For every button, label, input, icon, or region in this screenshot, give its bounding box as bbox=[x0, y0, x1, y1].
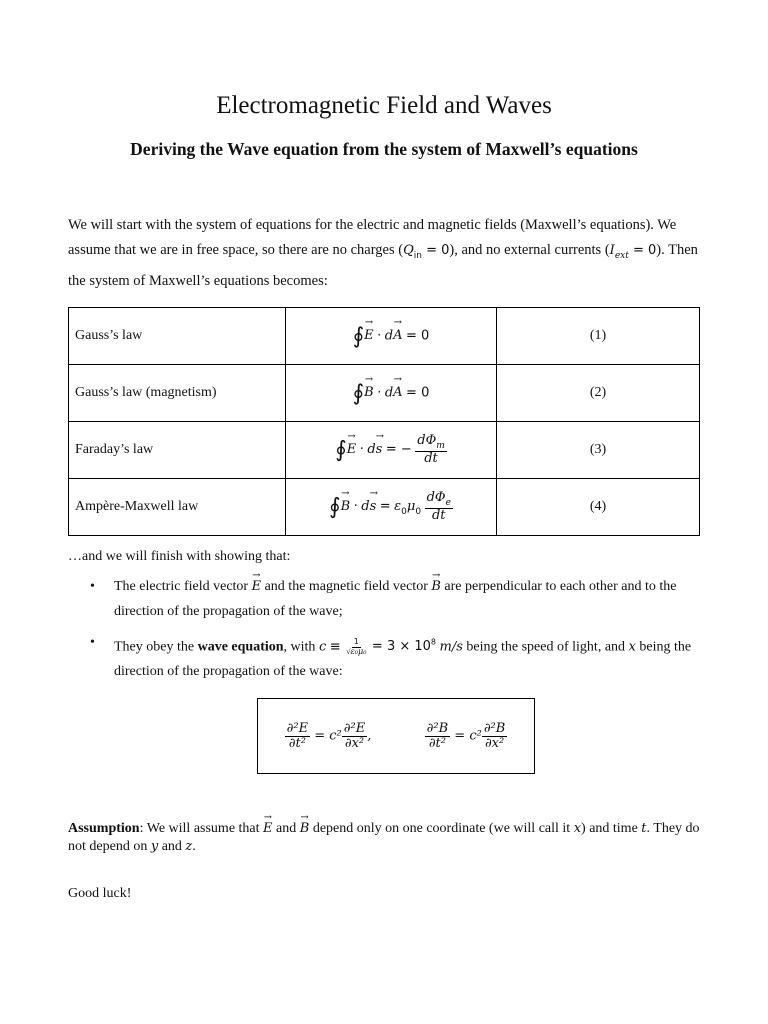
ampere-maxwell-equation: ∮→ $B \cdot d\to s = \varepsilon_0\mu_0$ $\frac{d\Phi_e}{dt}$ bbox=[286, 479, 497, 536]
law-name: Ampère-Maxwell law bbox=[69, 479, 286, 536]
equation-number: (4) bbox=[497, 479, 700, 536]
electric-wave-equation: $\frac{\text{∂²E}}{\text{∂t²}}$ = c² $\frac{\text{∂²E}}{\text{∂x²}}$ , bbox=[286, 720, 372, 751]
list-item: • They obey the wave equation, with c ≡ $\frac{1}{\text{√ε₀μ₀}}$ = $3 \times 10^8$ m/s being the speed of light, and x being the direction of the propagation of the wave: bbox=[90, 630, 700, 684]
table-row bbox=[69, 422, 700, 479]
faraday-equation: ∮→ E · d→ s = − $\frac{d\Phi_m}{dt}$ bbox=[286, 422, 497, 479]
wave-equation-box bbox=[257, 698, 535, 774]
law-name: Faraday’s law bbox=[69, 422, 286, 479]
page-subtitle: Deriving the Wave equation from the system of Maxwell’s equations bbox=[130, 139, 638, 159]
page-title: Electromagnetic Field and Waves bbox=[216, 92, 552, 119]
equation-number: (1) bbox=[497, 308, 700, 365]
table-row bbox=[69, 365, 700, 422]
gauss-equation: ∮→ E · d→ A = 0 bbox=[286, 308, 497, 365]
finish-intro: …and we will finish with showing that: bbox=[68, 549, 291, 564]
list-item: • The electric field vector → E and the magnetic field vector → B are perpendicular to each other and to the direction of the propagation of the wave; bbox=[90, 574, 700, 624]
magnetic-wave-equation: $\frac{\text{∂²B}}{\text{∂t²}}$ = c² $\frac{\text{∂²B}}{\text{∂x²}}$ bbox=[426, 720, 506, 751]
intro-paragraph: We will start with the system of equations for the electric and magnetic fields (Maxwell’s equations). We assume that we are in free space, so there are no charges $(Q_{in} = 0)$, and no external currents $(I_{ext} = 0)$. Then the system of Maxwell’s equations becomes: bbox=[68, 217, 698, 289]
gauss-magnetism-equation: ∮→ B · d→ A = 0 bbox=[286, 365, 497, 422]
equation-number: (3) bbox=[497, 422, 700, 479]
table-row bbox=[69, 479, 700, 536]
closing-text: Good luck! bbox=[68, 886, 132, 901]
maxwell-equations-table bbox=[68, 307, 700, 536]
conclusion-list bbox=[90, 574, 700, 684]
table-row bbox=[69, 308, 700, 365]
assumption-paragraph: Assumption: We will assume that → E and → B depend only on one coordinate (we will call it x) and time t. They do not depend on y and z. bbox=[68, 820, 700, 856]
law-name: Gauss’s law (magnetism) bbox=[69, 365, 286, 422]
law-name: Gauss’s law bbox=[69, 308, 286, 365]
equation-number: (2) bbox=[497, 365, 700, 422]
